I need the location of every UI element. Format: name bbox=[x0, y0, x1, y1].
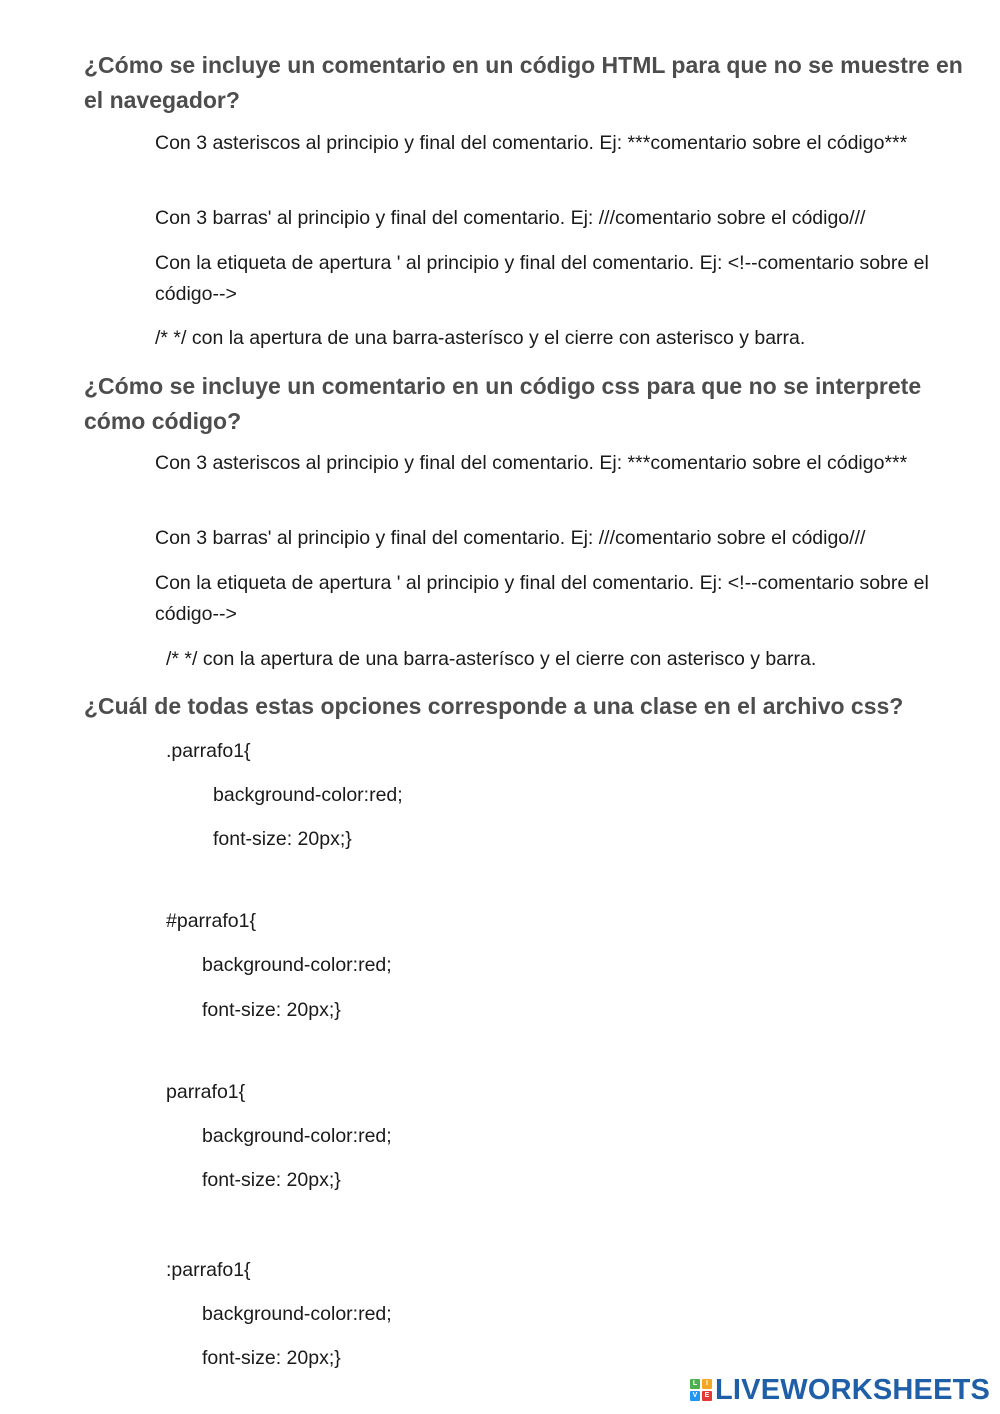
code-line[interactable]: font-size: 20px;} bbox=[213, 828, 352, 850]
question-1-option-3[interactable]: Con la etiqueta de apertura ' al principio y final del comentario. Ej: <!--comentario sobre el código--> bbox=[155, 252, 929, 305]
code-line[interactable]: background-color:red; bbox=[202, 954, 392, 976]
logo-tile: V bbox=[690, 1391, 700, 1401]
question-3-title: ¿Cuál de todas estas opciones corresponde a una clase en el archivo css? bbox=[84, 693, 904, 719]
logo-tile: I bbox=[702, 1379, 712, 1389]
code-line[interactable]: font-size: 20px;} bbox=[202, 1169, 341, 1191]
logo-mark-icon bbox=[690, 1379, 712, 1401]
liveworksheets-logo bbox=[690, 1372, 990, 1408]
question-2-title: ¿Cómo se incluye un comentario en un código css para que no se interprete cómo código? bbox=[84, 373, 922, 434]
logo-tile: E bbox=[702, 1391, 712, 1401]
code-selector[interactable]: :parrafo1{ bbox=[166, 1259, 251, 1281]
code-line[interactable]: background-color:red; bbox=[202, 1125, 392, 1147]
logo-tile: L bbox=[690, 1379, 700, 1389]
code-line[interactable]: background-color:red; bbox=[202, 1303, 392, 1325]
question-1-title: ¿Cómo se incluye un comentario en un código HTML para que no se muestre en el navegador? bbox=[84, 52, 963, 113]
question-1-option-2[interactable]: Con 3 barras' al principio y final del comentario. Ej: ///comentario sobre el código/// bbox=[155, 207, 866, 229]
question-2-option-1[interactable]: Con 3 asteriscos al principio y final del comentario. Ej: ***comentario sobre el código*** bbox=[155, 452, 908, 474]
logo-text: LIVEWORKSHEETS bbox=[715, 1373, 991, 1406]
question-2-option-2[interactable]: Con 3 barras' al principio y final del comentario. Ej: ///comentario sobre el código/// bbox=[155, 527, 866, 549]
code-line[interactable]: font-size: 20px;} bbox=[202, 999, 341, 1021]
question-2-option-3[interactable]: Con la etiqueta de apertura ' al principio y final del comentario. Ej: <!--comentario sobre el código--> bbox=[155, 572, 929, 625]
code-selector[interactable]: #parrafo1{ bbox=[166, 910, 256, 932]
code-selector[interactable]: .parrafo1{ bbox=[166, 740, 251, 762]
code-selector[interactable]: parrafo1{ bbox=[166, 1081, 246, 1103]
code-line[interactable]: font-size: 20px;} bbox=[202, 1347, 341, 1369]
question-2-option-4[interactable]: /* */ con la apertura de una barra-asterísco y el cierre con asterisco y barra. bbox=[166, 648, 817, 670]
question-1-option-4[interactable]: /* */ con la apertura de una barra-asterísco y el cierre con asterisco y barra. bbox=[155, 327, 806, 349]
code-line[interactable]: background-color:red; bbox=[213, 784, 403, 806]
question-1-option-1[interactable]: Con 3 asteriscos al principio y final del comentario. Ej: ***comentario sobre el código*** bbox=[155, 132, 908, 154]
